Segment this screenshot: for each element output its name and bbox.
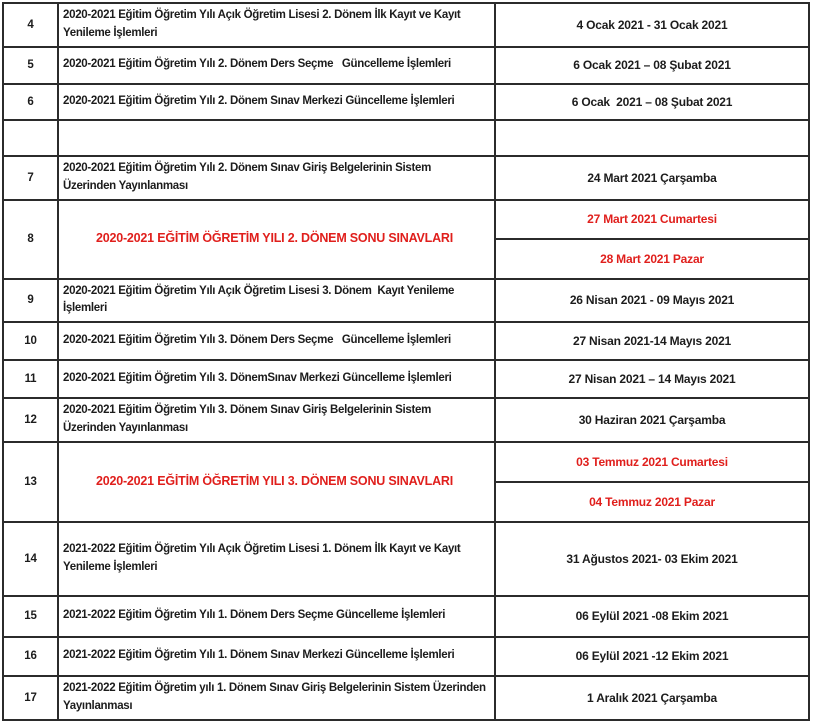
row-dates [496,4,808,46]
row-description: 2021-2022 Eğitim Öğretim Yılı 1. Dönem Ders Seçme Güncelleme İşlemleri [59,597,496,636]
row-description-highlight: 2020-2021 EĞİTİM ÖĞRETİM YILI 3. DÖNEM SONU SINAVLARI [59,443,496,521]
row-dates [496,361,808,397]
row-dates [496,48,808,83]
row-description [59,121,496,155]
row-dates [496,85,808,119]
row-description: 2020-2021 Eğitim Öğretim Yılı 2. Dönem Ders Seçme Güncelleme İşlemleri [59,48,496,83]
table-row [4,157,808,201]
row-description: 2021-2022 Eğitim Öğretim Yılı 1. Dönem Sınav Merkezi Güncelleme İşlemleri [59,638,496,675]
row-description: 2020-2021 Eğitim Öğretim Yılı 3. Dönem Ders Seçme Güncelleme İşlemleri [59,323,496,359]
table-row [4,597,808,638]
table-row [4,523,808,597]
date-cell: 06 Eylül 2021 -08 Ekim 2021 [575,609,729,624]
date-cell: 6 Ocak 2021 – 08 Şubat 2021 [573,58,731,73]
row-description: 2020-2021 Eğitim Öğretim Yılı 3. DönemSınav Merkezi Güncelleme İşlemleri [59,361,496,397]
row-number: 13 [4,443,59,521]
row-description-highlight: 2020-2021 EĞİTİM ÖĞRETİM YILI 2. DÖNEM SONU SINAVLARI [59,201,496,278]
table-row [4,4,808,48]
row-dates [496,280,808,322]
table-row [4,399,808,443]
date-cell: 27 Mart 2021 Cumartesi [587,212,717,227]
row-dates [496,323,808,359]
date-cell: 4 Ocak 2021 - 31 Ocak 2021 [576,17,728,32]
table-row [4,201,808,280]
row-dates [496,523,808,595]
table-row [4,48,808,85]
date-cell: 04 Temmuz 2021 Pazar [496,481,808,521]
table-row [4,85,808,121]
row-number: 16 [4,638,59,675]
date-cell: 24 Mart 2021 Çarşamba [587,170,717,185]
table-row [4,361,808,399]
row-description: 2020-2021 Eğitim Öğretim Yılı Açık Öğretim Lisesi 2. Dönem İlk Kayıt ve Kayıt Yenileme İşlemleri [59,4,496,46]
date-cell: 6 Ocak 2021 – 08 Şubat 2021 [571,94,733,109]
table-row [4,323,808,361]
table-row [4,443,808,523]
date-cell: 30 Haziran 2021 Çarşamba [578,413,726,428]
date-cell: 27 Nisan 2021-14 Mayıs 2021 [572,334,732,349]
row-description: 2021-2022 Eğitim Öğretim Yılı Açık Öğretim Lisesi 1. Dönem İlk Kayıt ve Kayıt Yenileme İşlemleri [59,523,496,595]
row-number: 6 [4,85,59,119]
table-row-empty [4,121,808,157]
row-dates [496,201,808,278]
row-dates [496,638,808,675]
row-number: 5 [4,48,59,83]
row-dates [496,157,808,199]
row-dates [496,443,808,521]
row-description: 2021-2022 Eğitim Öğretim yılı 1. Dönem Sınav Giriş Belgelerinin Sistem Üzerinden Yayınlanması [59,677,496,719]
row-number: 8 [4,201,59,278]
table-row [4,280,808,324]
row-number: 17 [4,677,59,719]
row-description: 2020-2021 Eğitim Öğretim Yılı 3. Dönem Sınav Giriş Belgelerinin Sistem Üzerinden Yayınlanması [59,399,496,441]
date-cell [496,121,808,155]
row-number: 7 [4,157,59,199]
row-number: 15 [4,597,59,636]
date-cell: 27 Nisan 2021 – 14 Mayıs 2021 [568,372,736,387]
date-cell: 06 Eylül 2021 -12 Ekim 2021 [575,649,729,664]
row-number: 9 [4,280,59,322]
date-cell: 26 Nisan 2021 - 09 Mayıs 2021 [569,293,735,308]
row-dates [496,399,808,441]
date-cell: 28 Mart 2021 Pazar [496,238,808,278]
row-number: 12 [4,399,59,441]
table-row [4,677,808,721]
row-number: 4 [4,4,59,46]
row-dates [496,121,808,155]
table-row [4,638,808,677]
row-description: 2020-2021 Eğitim Öğretim Yılı 2. Dönem Sınav Merkezi Güncelleme İşlemleri [59,85,496,119]
row-description: 2020-2021 Eğitim Öğretim Yılı 2. Dönem Sınav Giriş Belgelerinin Sistem Üzerinden Yayınlanması [59,157,496,199]
row-dates [496,597,808,636]
row-number: 11 [4,361,59,397]
row-number [4,121,59,155]
row-number: 14 [4,523,59,595]
date-cell: 03 Temmuz 2021 Cumartesi [576,454,728,469]
date-cell: 31 Ağustos 2021- 03 Ekim 2021 [566,551,738,566]
calendar-table [2,2,810,721]
row-description: 2020-2021 Eğitim Öğretim Yılı Açık Öğretim Lisesi 3. Dönem Kayıt Yenileme İşlemleri [59,280,496,322]
date-cell: 1 Aralık 2021 Çarşamba [587,690,717,705]
row-number: 10 [4,323,59,359]
